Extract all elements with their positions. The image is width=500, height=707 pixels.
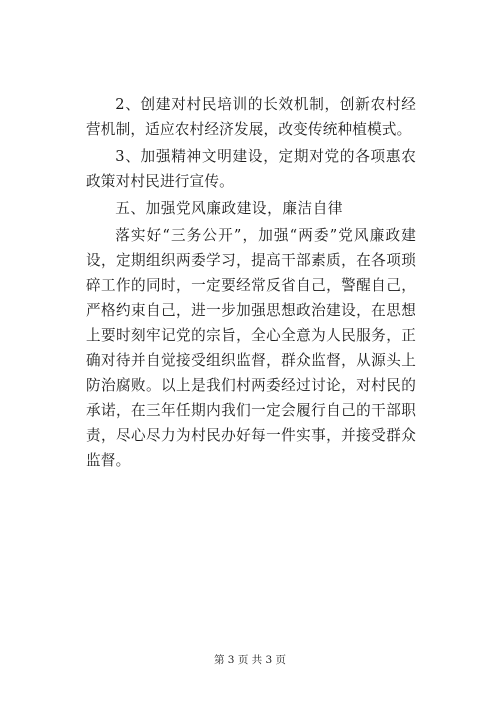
page-footer: 第 3 页 共 3 页 <box>213 654 287 666</box>
document-body <box>86 92 416 475</box>
paragraph-item-2: 2、创建对村民培训的长效机制，创新农村经营机制，适应农村经济发展，改变传统种植模式。 <box>86 96 416 138</box>
paragraph-item-3: 3、加强精神文明建设，定期对党的各项惠农政策对村民进行宣传。 <box>86 148 416 190</box>
paragraph-body: 落实好“三务公开”，加强“两委”党风廉政建设，定期组织两委学习，提高干部素质，在各项琐碎工作的同时，一定要经常反省自己，警醒自己，严格约束自己，进一步加强思想政治建设，在思想上要时刻牢记党的宗旨，全心全意为人民服务，正确对待并自觉接受组织监督，群众监督，从源头上防治腐败。以上是我们村两委经过讨论，对村民的承诺，在三年任期内我们一定会履行自己的干部职责，尽心尽力为村民办好每一件实事，并接受群众监督。 <box>86 227 416 469</box>
section-heading-five: 五、加强党风廉政建设，廉洁自律 <box>115 200 344 217</box>
